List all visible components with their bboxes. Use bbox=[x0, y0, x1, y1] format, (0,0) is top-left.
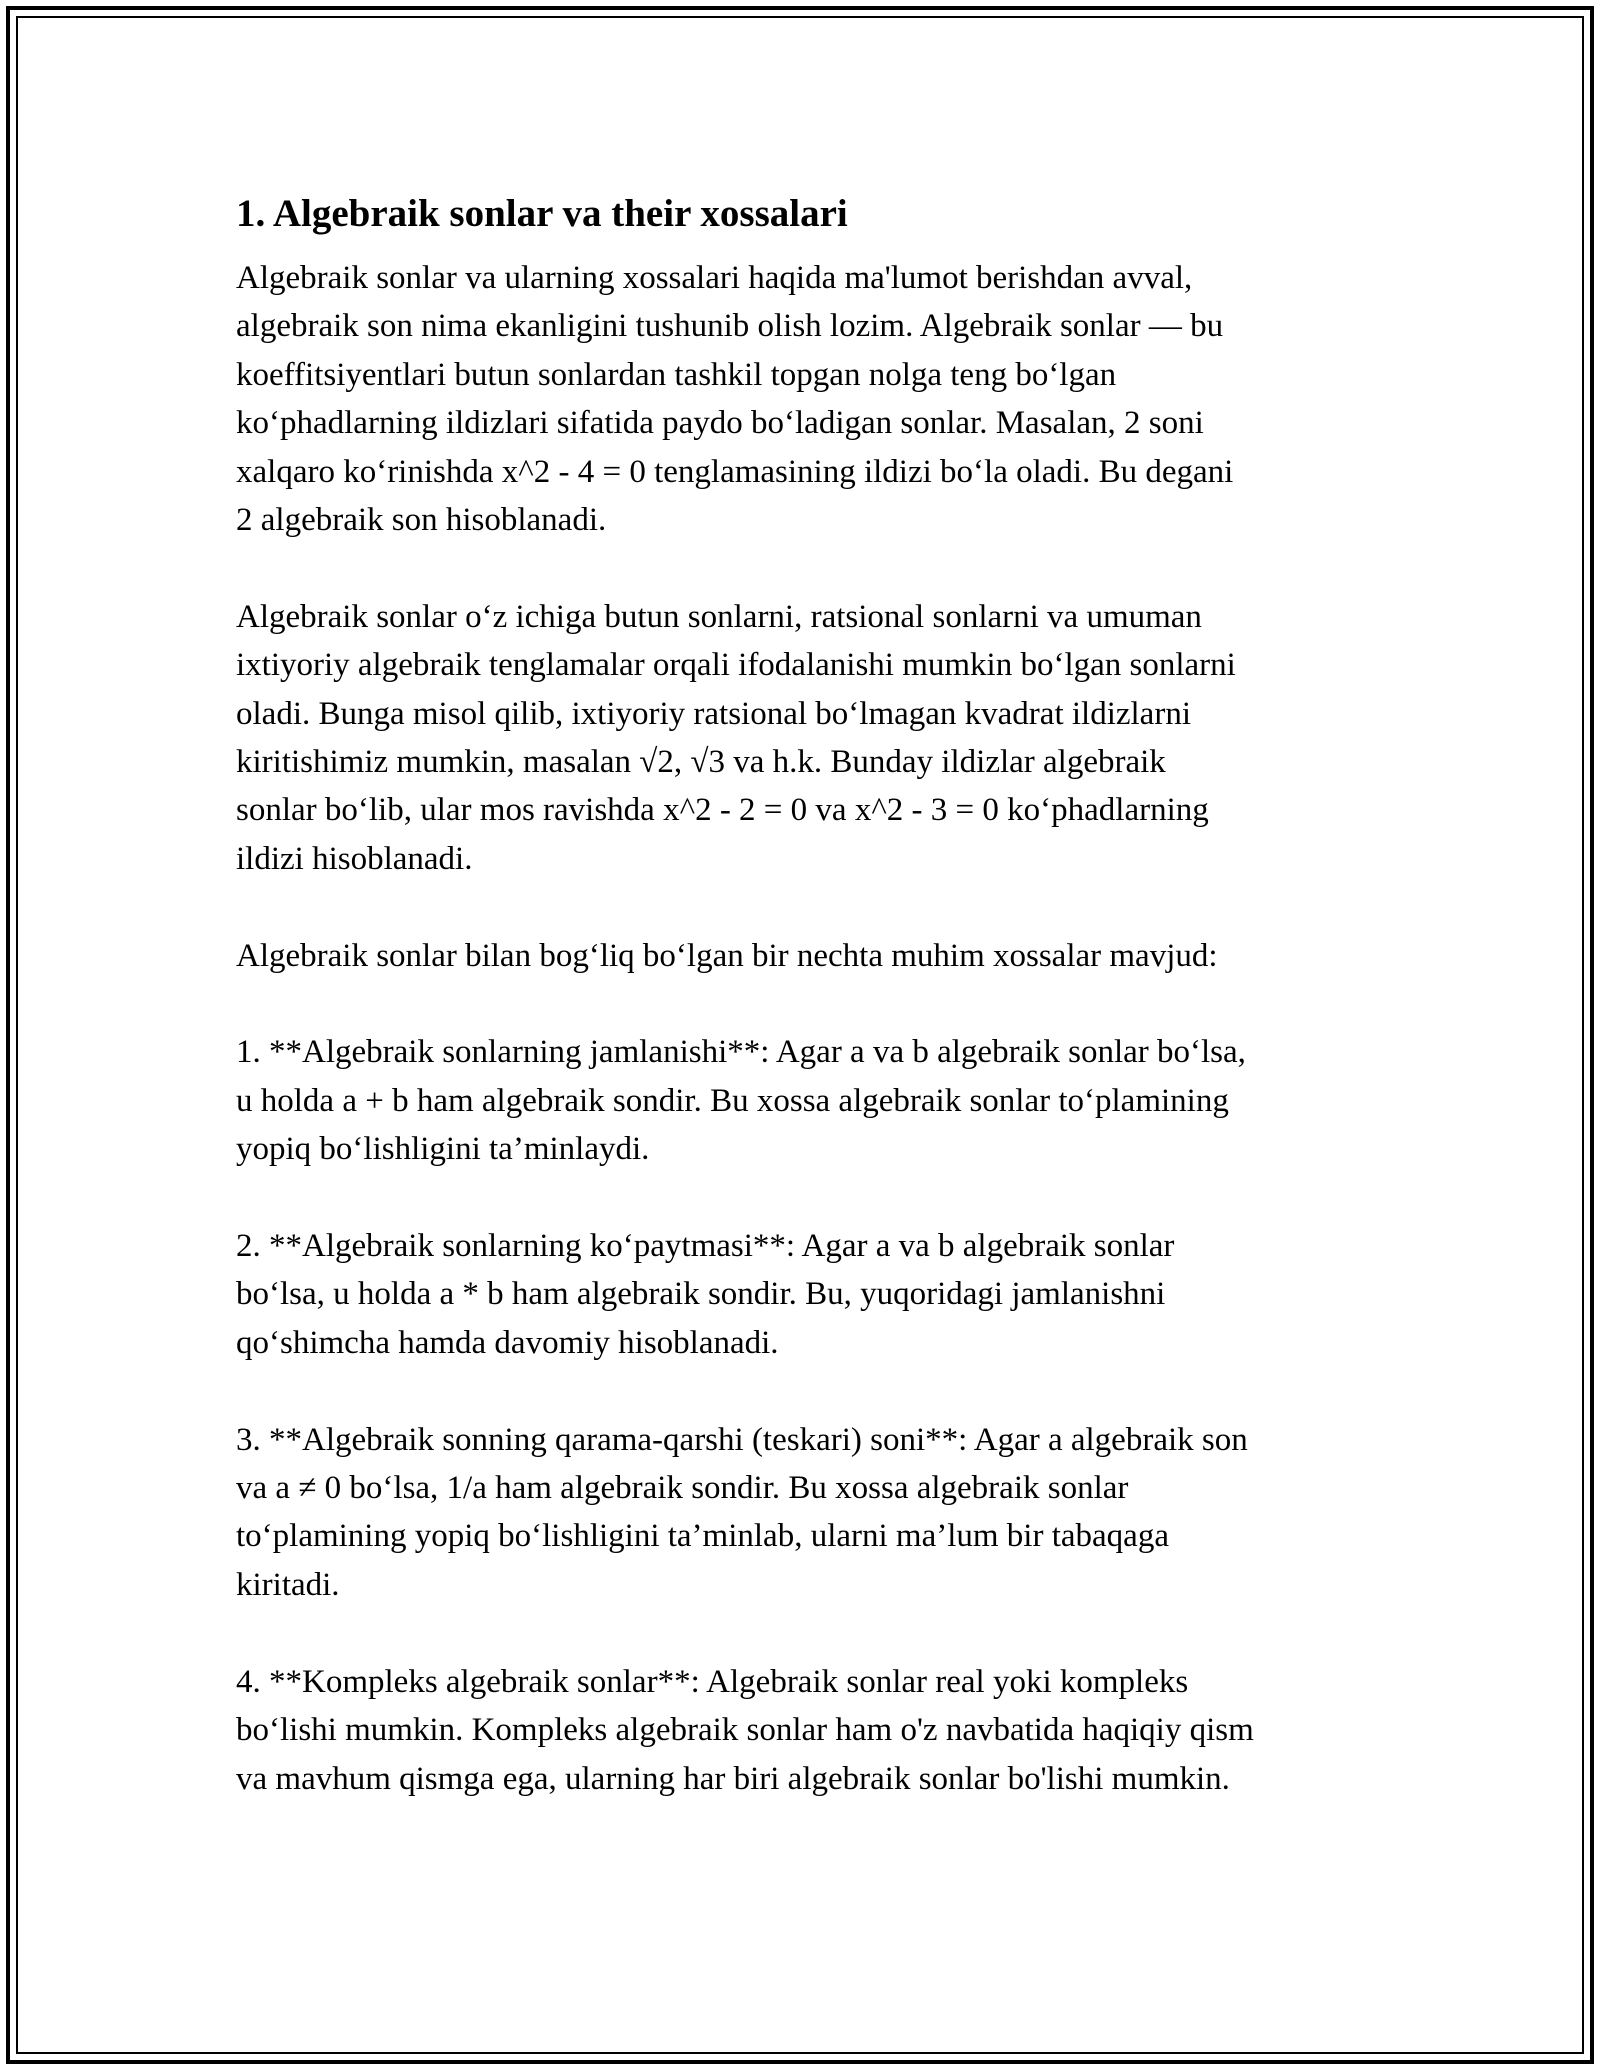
text-line: kiritadi. bbox=[236, 1566, 340, 1603]
text-line: xalqaro ko‘rinishda x^2 - 4 = 0 tenglamasining ildizi bo‘la oladi. Bu degani bbox=[236, 453, 1234, 490]
section-heading: 1. Algebraik sonlar va their xossalari bbox=[236, 192, 848, 235]
document-page bbox=[236, 188, 1386, 1803]
text-line: 3. **Algebraik sonning qarama-qarshi (teskari) soni**: Agar a algebraik son bbox=[236, 1421, 1248, 1458]
paragraph-intro bbox=[236, 254, 1386, 544]
text-line: oladi. Bunga misol qilib, ixtiyoriy ratsional bo‘lmagan kvadrat ildizlarni bbox=[236, 695, 1191, 732]
text-line: to‘plamining yopiq bo‘lishligini ta’minlab, ularni ma’lum bir tabaqaga bbox=[236, 1518, 1169, 1555]
list-item-4 bbox=[236, 1658, 1386, 1803]
text-line: qo‘shimcha hamda davomiy hisoblanadi. bbox=[236, 1324, 779, 1361]
text-line: bo‘lsa, u holda a * b ham algebraik sondir. Bu, yuqoridagi jamlanishni bbox=[236, 1276, 1166, 1313]
text-line: ildizi hisoblanadi. bbox=[236, 840, 473, 877]
list-item-3 bbox=[236, 1416, 1386, 1610]
list-item-1 bbox=[236, 1028, 1386, 1173]
paragraph-properties-intro bbox=[236, 932, 1386, 980]
text-line: 2. **Algebraik sonlarning ko‘paytmasi**: Agar a va b algebraik sonlar bbox=[236, 1228, 1175, 1265]
text-line: yopiq bo‘lishligini ta’minlaydi. bbox=[236, 1131, 650, 1168]
text-line: ko‘phadlarning ildizlari sifatida paydo bo‘ladigan sonlar. Masalan, 2 soni bbox=[236, 405, 1204, 442]
text-line: algebraik son nima ekanligini tushunib olish lozim. Algebraik sonlar — bu bbox=[236, 308, 1224, 345]
list-item-2 bbox=[236, 1222, 1386, 1367]
text-line: va mavhum qismga ega, ularning har biri algebraik sonlar bo'lishi mumkin. bbox=[236, 1760, 1230, 1797]
text-line: u holda a + b ham algebraik sondir. Bu xossa algebraik sonlar to‘plamining bbox=[236, 1082, 1229, 1119]
text-line: sonlar bo‘lib, ular mos ravishda x^2 - 2 = 0 va x^2 - 3 = 0 ko‘phadlarning bbox=[236, 792, 1209, 829]
text-line: Algebraik sonlar o‘z ichiga butun sonlarni, ratsional sonlarni va umuman bbox=[236, 598, 1202, 635]
text-line: 1. **Algebraik sonlarning jamlanishi**: Agar a va b algebraik sonlar bo‘lsa, bbox=[236, 1034, 1246, 1071]
text-line: kiritishimiz mumkin, masalan √2, √3 va h.k. Bunday ildizlar algebraik bbox=[236, 744, 1166, 781]
text-line: 4. **Kompleks algebraik sonlar**: Algebraik sonlar real yoki kompleks bbox=[236, 1663, 1189, 1700]
text-line: Algebraik sonlar bilan bog‘liq bo‘lgan bir nechta muhim xossalar mavjud: bbox=[236, 937, 1218, 974]
text-line: Algebraik sonlar va ularning xossalari haqida ma'lumot berishdan avval, bbox=[236, 260, 1193, 296]
text-line: ixtiyoriy algebraik tenglamalar orqali ifodalanishi mumkin bo‘lgan sonlarni bbox=[236, 647, 1236, 684]
text-line: 2 algebraik son hisoblanadi. bbox=[236, 502, 607, 539]
text-line: va a ≠ 0 bo‘lsa, 1/a ham algebraik sondir. Bu xossa algebraik sonlar bbox=[236, 1470, 1129, 1507]
text-line: bo‘lishi mumkin. Kompleks algebraik sonlar ham o'z navbatida haqiqiy qism bbox=[236, 1712, 1254, 1749]
text-line: koeffitsiyentlari butun sonlardan tashkil topgan nolga teng bo‘lgan bbox=[236, 356, 1117, 393]
paragraph-examples bbox=[236, 593, 1386, 883]
